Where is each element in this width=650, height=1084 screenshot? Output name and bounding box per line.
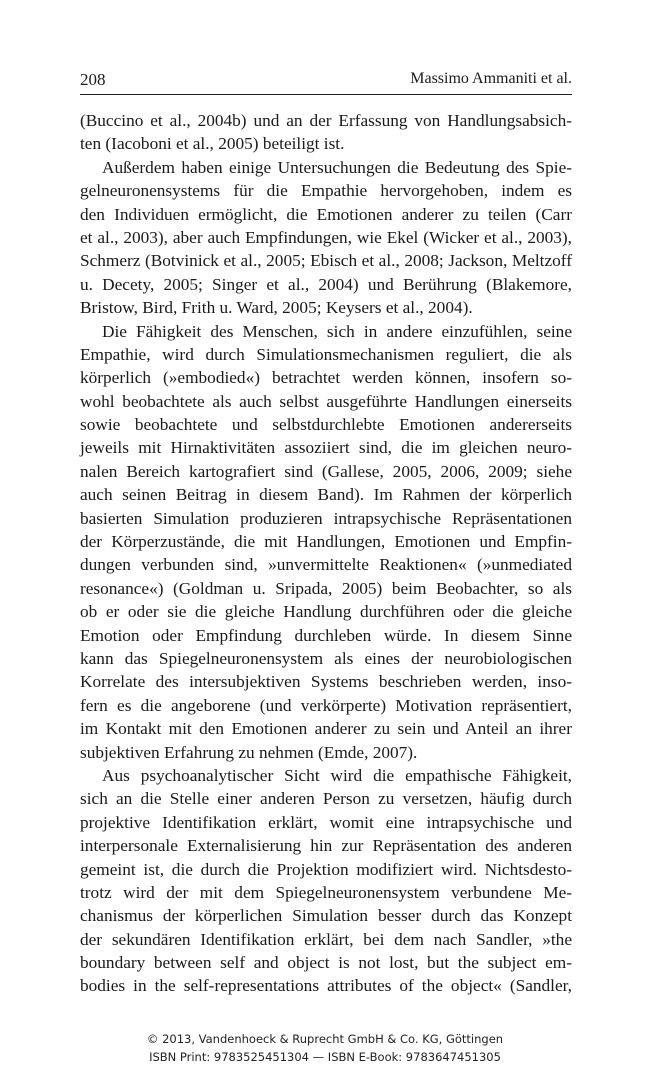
text-line: dungen verbunden sind, »unvermittelte Reaktionen« (»unmediated bbox=[80, 555, 572, 575]
text-line: (Buccino et al., 2004b) und an der Erfassung von Handlungsabsich- bbox=[80, 111, 572, 130]
page-header bbox=[80, 70, 572, 92]
text-line: nalen Bereich kartografiert sind (Gallese, 2005, 2006, 2009; siehe bbox=[80, 461, 572, 481]
text-line: Schmerz (Botvinick et al., 2005; Ebisch et al., 2008; Jackson, Meltzoff bbox=[80, 251, 572, 271]
text-line: et al., 2003), aber auch Empfindungen, wie Ekel (Wicker et al., 2003), bbox=[80, 227, 572, 247]
text-line: Korrelate des intersubjektiven Systems beschrieben werden, inso- bbox=[80, 672, 572, 692]
text-line: subjektiven Erfahrung zu nehmen (Emde, 2007). bbox=[80, 742, 418, 762]
text-line: Die Fähigkeit des Menschen, sich in andere einzufühlen, seine bbox=[102, 321, 572, 341]
text-line: kann das Spiegelneuronensystem als eines der neurobiologischen bbox=[80, 648, 572, 668]
text-line: Empathie, wird durch Simulationsmechanismen reguliert, die als bbox=[80, 344, 572, 364]
text-line: basierten Simulation produzieren intrapsychische Repräsentationen bbox=[80, 508, 572, 528]
copyright-line: © 2013, Vandenhoeck & Ruprecht GmbH & Co. KG, Göttingen bbox=[146, 1032, 504, 1046]
text-line: körperlich (»embodied«) betrachtet werden können, insofern so- bbox=[80, 368, 572, 388]
text-line: der sekundären Identifikation erklärt, bei dem nach Sandler, »the bbox=[80, 929, 572, 949]
text-line: interpersonale Externalisierung hin zur Repräsentation des anderen bbox=[80, 836, 572, 856]
text-line: Außerdem haben einige Untersuchungen die Bedeutung des Spie- bbox=[102, 157, 572, 177]
text-line: den Individuen ermöglicht, die Emotionen anderer zu teilen (Carr bbox=[80, 204, 572, 224]
text-line: gemeint ist, die durch die Projektion modifiziert wird. Nichtsdesto- bbox=[80, 859, 572, 879]
text-line: gelneuronensystems für die Empathie hervorgehoben, indem es bbox=[80, 181, 572, 201]
text-line: sowie beobachtete und selbstdurchlebte Emotionen andererseits bbox=[80, 415, 572, 435]
text-line: Aus psychoanalytischer Sicht wird die empathische Fähigkeit, bbox=[102, 765, 572, 785]
text-line: chanismus der körperlichen Simulation besser durch das Konzept bbox=[80, 906, 572, 926]
text-line: resonance«) (Goldman u. Sripada, 2005) beim Beobachter, so als bbox=[80, 578, 572, 598]
isbn-line: ISBN Print: 9783525451304 — ISBN E-Book: 9783647451305 bbox=[149, 1050, 501, 1064]
text-line: im Kontakt mit den Emotionen anderer zu sein und Anteil an ihrer bbox=[80, 719, 572, 739]
text-line: trotz wird der mit dem Spiegelneuronensystem verbundene Me- bbox=[80, 882, 572, 902]
text-line: projektive Identifikation erklärt, womit eine intrapsychische und bbox=[80, 812, 572, 832]
text-line: sich an die Stelle einer anderen Person zu versetzen, häufig durch bbox=[80, 789, 572, 809]
text-line: jeweils mit Hirnaktivitäten assoziiert sind, die im gleichen neuro- bbox=[80, 438, 572, 458]
header-rule bbox=[80, 94, 572, 95]
text-line: ten (Iacoboni et al., 2005) beteiligt ist. bbox=[80, 134, 345, 154]
text-line: Bristow, Bird, Frith u. Ward, 2005; Keysers et al., 2004). bbox=[80, 298, 473, 318]
text-line: u. Decety, 2005; Singer et al., 2004) und Berührung (Blakemore, bbox=[80, 274, 572, 294]
text-line: der Körperzustände, die mit Handlungen, Emotionen und Empfin- bbox=[80, 532, 572, 552]
text-line: Emotion oder Empfindung durchleben würde. In diesem Sinne bbox=[80, 625, 572, 645]
text-line: wohl beobachtete als auch selbst ausgeführte Handlungen einerseits bbox=[80, 391, 572, 411]
text-line: boundary between self and object is not lost, but the subject em- bbox=[80, 953, 572, 973]
text-line: bodies in the self-representations attributes of the object« (Sandler, bbox=[80, 976, 572, 996]
text-line: ob er oder sie die gleiche Handlung durchführen oder die gleiche bbox=[80, 602, 572, 622]
text-line: fern es die angeborene (und verkörperte) Motivation repräsentiert, bbox=[80, 695, 572, 715]
running-head: Massimo Ammaniti et al. bbox=[410, 70, 572, 87]
body-text bbox=[80, 109, 572, 998]
text-line: auch seinen Beitrag in diesem Band). Im Rahmen der körperlich bbox=[80, 485, 572, 505]
page-number: 208 bbox=[80, 70, 106, 89]
